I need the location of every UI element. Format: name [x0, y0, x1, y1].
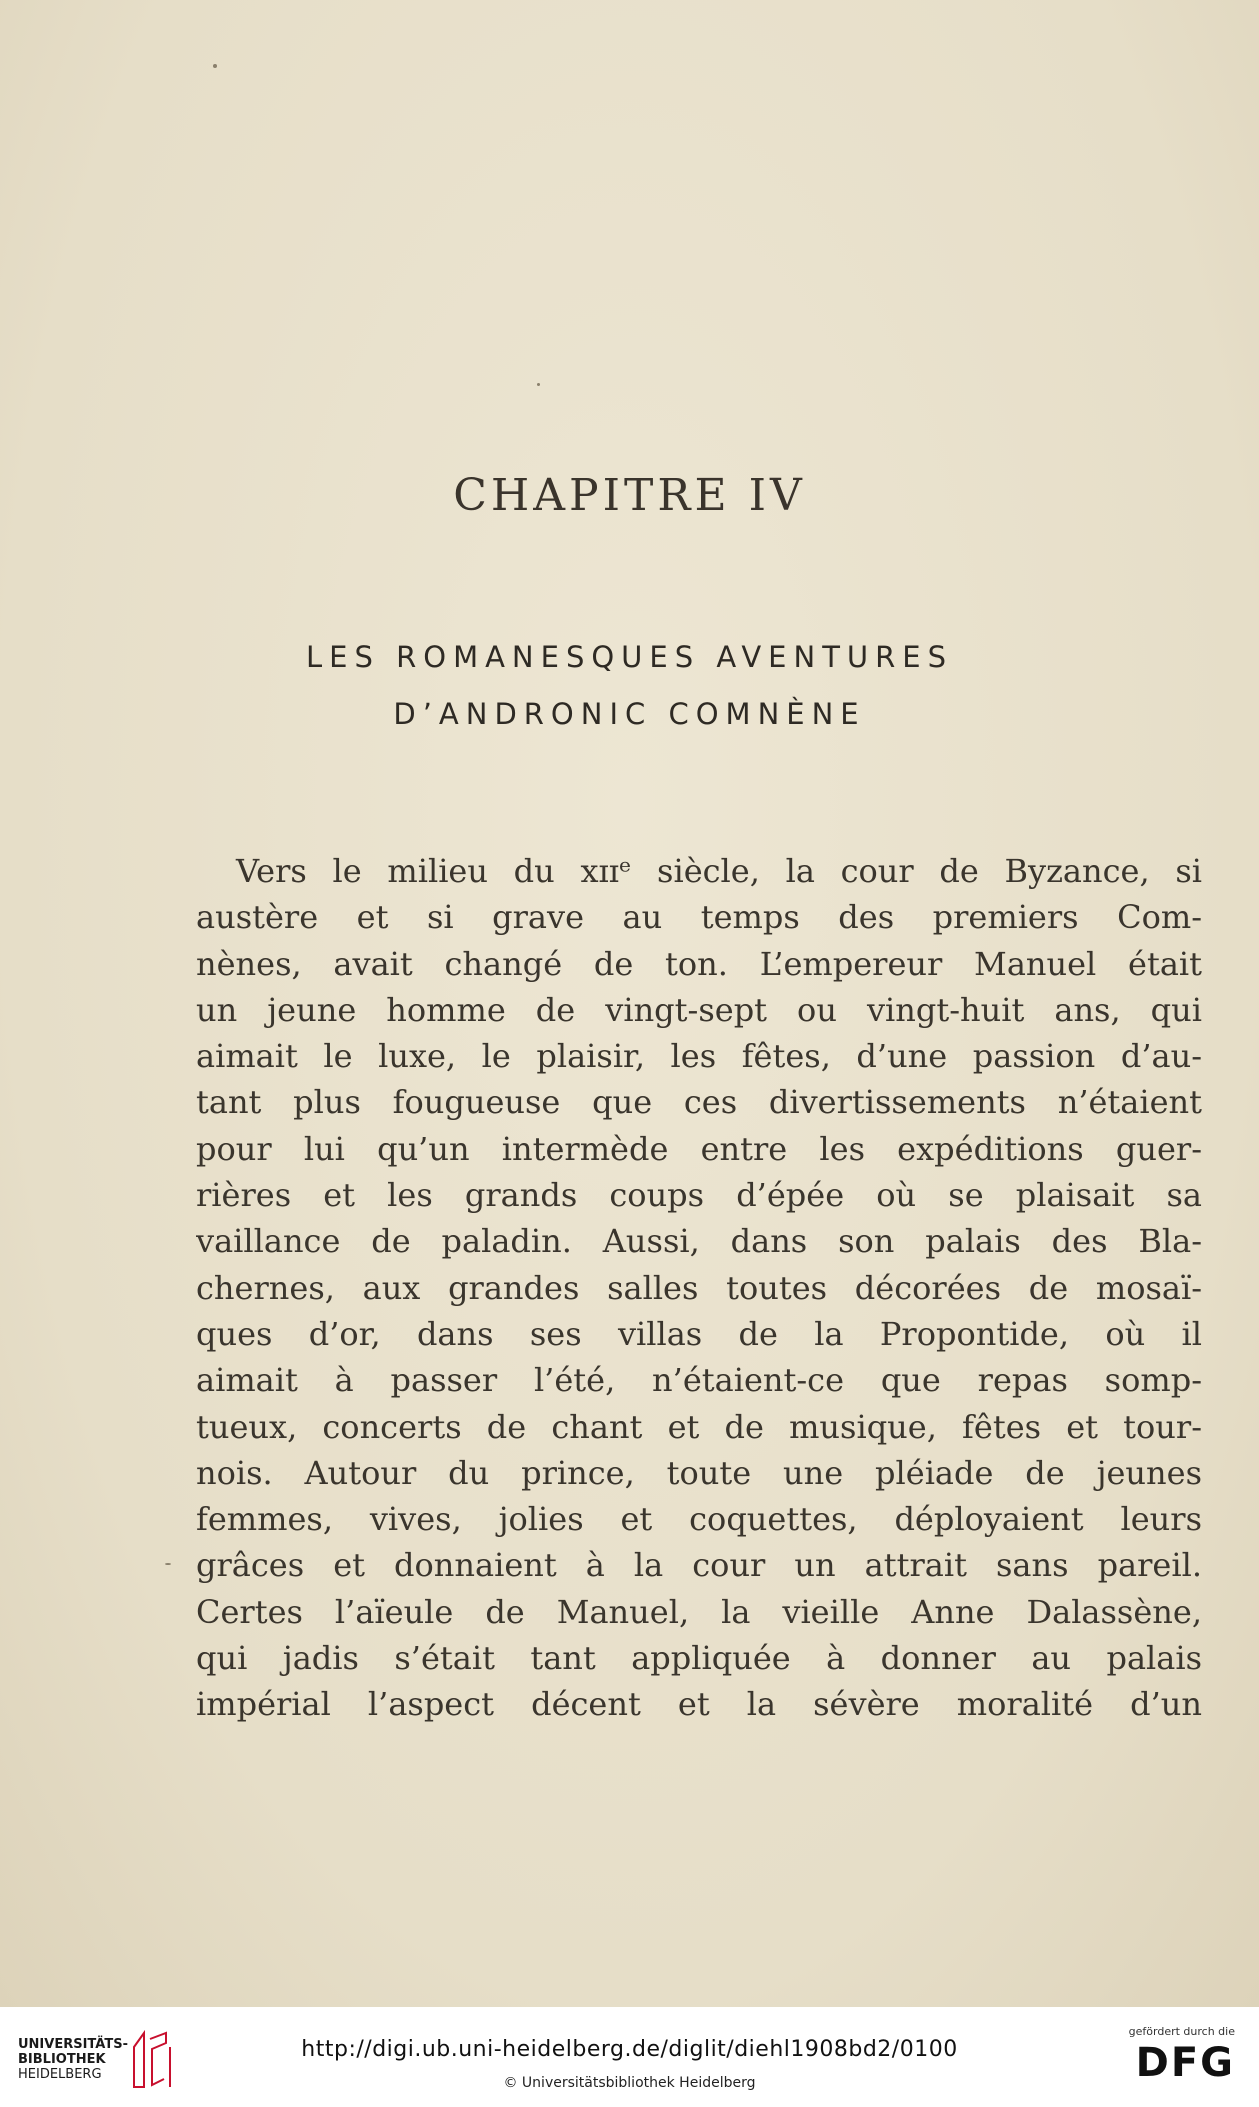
dfg-logo[interactable]	[1095, 2025, 1235, 2095]
text-line: rières et les grands coups d’épée où se plaisait sa	[196, 1176, 1202, 1215]
paper-speck	[537, 383, 540, 386]
text-line: un jeune homme de vingt-sept ou vingt-huit ans, qui	[196, 990, 1202, 1029]
digitization-footer	[0, 2007, 1259, 2107]
copyright-notice: © Universitätsbibliothek Heidelberg	[503, 2075, 756, 2091]
text-line: nènes, avait changé de ton. L’empereur Manuel était	[196, 944, 1202, 983]
text-line: vaillance de paladin. Aussi, dans son palais des Bla-	[196, 1222, 1202, 1261]
text-line: aimait à passer l’été, n’étaient-ce que repas somp-	[196, 1361, 1202, 1400]
paper-speck	[213, 64, 217, 68]
text-line: ques d’or, dans ses villas de la Propontide, où il	[196, 1314, 1202, 1353]
chapter-subtitle-line-2: D’ANDRONIC COMNÈNE	[393, 697, 866, 731]
text-line: tant plus fougueuse que ces divertissements n’étaient	[196, 1083, 1202, 1122]
text-line: nois. Autour du prince, toute une pléiade de jeunes	[196, 1453, 1202, 1492]
text-line: Vers le milieu du xɪɪᵉ siècle, la cour de Byzance, si	[236, 852, 1202, 890]
text-line: qui jadis s’était tant appliquée à donner au palais	[196, 1639, 1202, 1678]
library-name-line: BIBLIOTHEK	[18, 2052, 106, 2067]
funding-note: gefördert durch die	[1128, 2025, 1235, 2038]
body-paragraph	[196, 848, 1202, 1728]
library-name-line: UNIVERSITÄTS-	[18, 2037, 128, 2052]
text-line: tueux, concerts de chant et de musique, fêtes et tour-	[196, 1407, 1202, 1446]
text-line: aimait le luxe, le plaisir, les fêtes, d’une passion d’au-	[196, 1037, 1202, 1076]
text-line: impérial l’aspect décent et la sévère moralité d’un	[196, 1685, 1202, 1724]
dfg-wordmark: DFG	[1135, 2040, 1235, 2086]
library-name-line: HEIDELBERG	[18, 2067, 102, 2082]
text-line: femmes, vives, jolies et coquettes, déployaient leurs	[196, 1500, 1202, 1539]
text-line: austère et si grave au temps des premiers Com-	[196, 898, 1202, 937]
permalink-url[interactable]: http://digi.ub.uni-heidelberg.de/diglit/diehl1908bd2/0100	[301, 2037, 958, 2062]
text-line: pour lui qu’un intermède entre les expéditions guer-	[196, 1129, 1202, 1168]
text-line: chernes, aux grandes salles toutes décorées de mosaï-	[196, 1268, 1202, 1307]
paper-speck	[165, 1563, 171, 1565]
text-line: grâces et donnaient à la cour un attrait sans pareil.	[196, 1546, 1202, 1585]
chapter-heading: CHAPITRE IV	[453, 470, 806, 521]
text-line: Certes l’aïeule de Manuel, la vieille Anne Dalassène,	[196, 1592, 1202, 1631]
chapter-subtitle-line-1: LES ROMANESQUES AVENTURES	[305, 640, 954, 674]
